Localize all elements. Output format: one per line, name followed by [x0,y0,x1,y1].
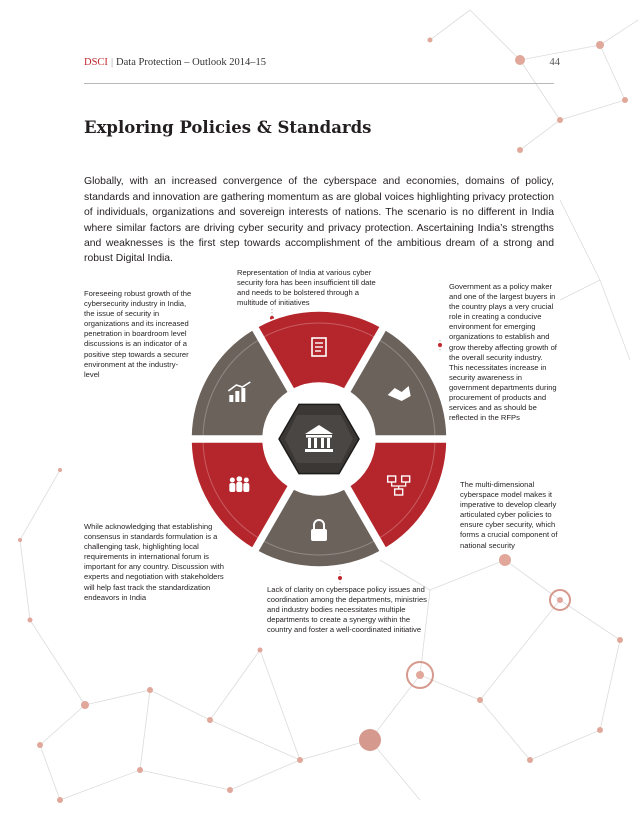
note-right-top: Government as a policy maker and one of the largest buyers in the country plays a very crucial role in creating a conducive environment for emerging organizations to establish and grow thereby affecting growth of the overall security industry. This necessitates increase in security awareness in government departments during procurement of products and services and as should be reflected in the RFPs [449,282,557,423]
section-heading: Exploring Policies & Standards [84,118,372,137]
policy-wheel-diagram [188,308,450,570]
header-separator: | [110,57,114,68]
center-hub [279,404,359,473]
page-number: 44 [549,57,560,68]
note-top: Representation of India at various cyber security fora has been insufficient till date and needs to be bolstered through a multitude of initiatives [237,268,376,308]
intro-paragraph: Globally, with an increased convergence of the cyberspace and economies, domains of policy, standards and innovation are gathering momentum as are global voices highlighting privacy protection of individuals, organizations and sovereign interests of nations. The scenario is no different in India where similar factors are driving cyber security and privacy protection. Ascertaining India’s strengths and weaknesses is the first step towards accomplishment of the ambitious dream of a strong and robust Digital India. [84,176,554,265]
header-title: Data Protection – Outlook 2014–15 [116,57,266,68]
note-left-top: Foreseeing robust growth of the cybersecurity industry in India, the issue of security in organizations and its increased penetration in boardroom level discussions is an indicator of a positive step towards a securer environment at the industry-level [84,289,192,379]
note-bottom: Lack of clarity on cyberspace policy issues and coordination among the departments, ministries and industry bodies necessitates multiple departments to create a synergy within the country and foster a well-coordinated initiative [267,585,427,635]
people-icon [229,476,249,492]
note-left-bottom: While acknowledging that establishing consensus in standards formulation is a challenging task, highlighting local requirements in international forum is important for any country. Discussion with experts and negotiation with stakeholders will help fast track the standardization endeavors in India [84,522,224,602]
note-right-bottom: The multi-dimensional cyberspace model makes it imperative to develop clearly articulated cyber policies to ensure cyber security, which forms a crucial component of national security [460,480,558,550]
header-brand: DSCI [84,57,108,68]
